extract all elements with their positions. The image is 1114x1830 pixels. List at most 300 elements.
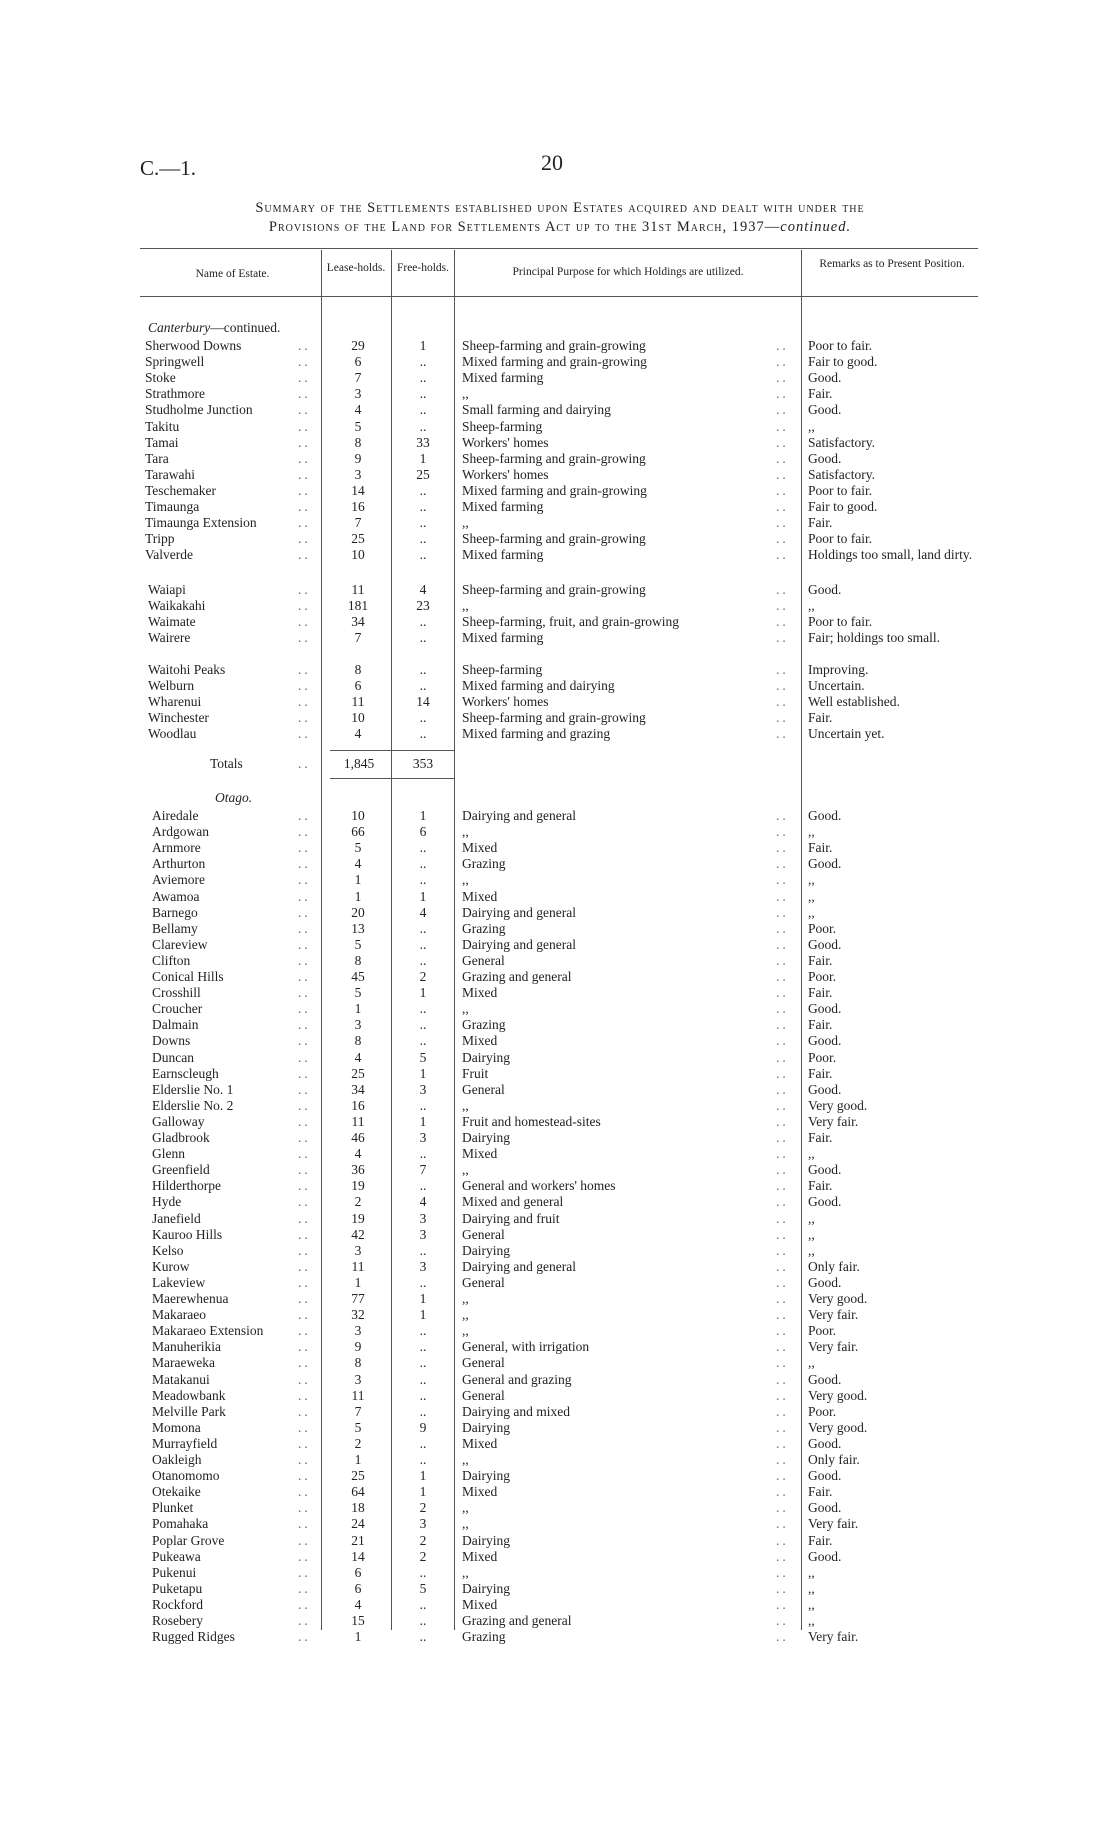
purpose-text: Grazing	[462, 856, 506, 872]
leader-dots: ..	[298, 1564, 311, 1580]
estate-name: Elderslie No. 2	[152, 1097, 234, 1113]
remarks-text: Very fair.	[808, 1307, 859, 1323]
purpose-dots: ..	[776, 1452, 789, 1467]
remarks-text: ,,	[808, 824, 815, 840]
purpose-text: Dairying	[462, 1468, 510, 1484]
leader-dots: ..	[298, 499, 311, 514]
purpose-dots: ..	[776, 1596, 789, 1612]
leaseholds-value: 19	[351, 1210, 365, 1226]
purpose-dots: ..	[776, 920, 789, 936]
freeholds-value: 33	[416, 434, 430, 450]
estate-name: Melville Park	[152, 1403, 226, 1419]
purpose-text: Dairying and mixed	[462, 1403, 570, 1419]
freeholds-value: ..	[419, 1274, 427, 1290]
leader-dots: ..	[298, 1355, 311, 1371]
leader-dots: ..	[298, 840, 311, 856]
leaseholds-value: 3	[354, 1242, 362, 1258]
leaseholds-value: 32	[351, 1307, 365, 1323]
estate-name: Otekaike	[152, 1484, 201, 1500]
purpose-dots: ..	[776, 630, 789, 646]
purpose-dots: ..	[776, 1097, 789, 1113]
leaseholds-value: 8	[354, 1033, 362, 1049]
remarks-text: Good.	[808, 1548, 842, 1564]
purpose-text: Dairying and general	[462, 1258, 576, 1274]
purpose-dots: ..	[776, 418, 789, 434]
purpose-dots: ..	[776, 434, 789, 450]
remarks-text: Only fair.	[808, 1258, 860, 1274]
purpose-dots: ..	[776, 386, 789, 402]
leaseholds-value: 42	[351, 1226, 365, 1242]
purpose-text: General	[462, 1226, 505, 1242]
remarks-text: Fair.	[808, 840, 833, 856]
leaseholds-value: 11	[351, 1387, 365, 1403]
purpose-text: Mixed farming and grain-growing	[462, 482, 647, 498]
leader-dots: ..	[298, 630, 311, 646]
leaseholds-value: 2	[354, 1194, 362, 1210]
freeholds-value: ..	[419, 662, 427, 677]
estate-name: Waitohi Peaks	[148, 662, 226, 677]
purpose-dots: ..	[776, 856, 789, 872]
freeholds-value: ..	[419, 354, 427, 370]
freeholds-value: ..	[419, 1242, 427, 1258]
leader-dots: ..	[298, 1017, 311, 1033]
remarks-text: Fair.	[808, 985, 833, 1001]
freeholds-value: ..	[419, 1371, 427, 1387]
leaseholds-value: 11	[351, 1258, 365, 1274]
leaseholds-value: 10	[351, 710, 365, 726]
freeholds-value: ..	[419, 1146, 427, 1162]
remarks-text: ,,	[808, 1210, 815, 1226]
remarks-text: Fair.	[808, 1017, 833, 1033]
remarks-text: Good.	[808, 856, 842, 872]
remarks-text: Good.	[808, 1371, 842, 1387]
freeholds-value: ..	[419, 614, 427, 630]
leader-dots: ..	[298, 678, 311, 694]
estate-name: Manuherikia	[152, 1339, 221, 1355]
purpose-dots: ..	[776, 1017, 789, 1033]
remarks-text: Good.	[808, 450, 842, 466]
freeholds-value: ..	[419, 1017, 427, 1033]
leader-dots: ..	[298, 338, 311, 353]
freeholds-value: 2	[419, 1548, 427, 1564]
freeholds-value: 1	[419, 1113, 427, 1129]
remarks-text: Good.	[808, 1162, 842, 1178]
leader-dots: ..	[298, 402, 311, 418]
estate-name: Stoke	[145, 370, 176, 386]
leaseholds-value: 1	[354, 888, 362, 904]
remarks-text: Very good.	[808, 1291, 868, 1306]
estate-name: Dalmain	[152, 1017, 199, 1033]
leaseholds-value: 29	[351, 338, 365, 353]
freeholds-value: ..	[419, 678, 427, 694]
freeholds-value: 1	[419, 1484, 427, 1500]
remarks-text: Good.	[808, 1274, 842, 1290]
freeholds-value: ..	[419, 872, 427, 888]
purpose-text: Mixed	[462, 1146, 498, 1162]
leader-dots: ..	[298, 969, 311, 984]
freeholds-value: ..	[419, 710, 427, 726]
estate-name: Takitu	[145, 418, 180, 434]
estate-name: Plunket	[152, 1500, 194, 1516]
estate-name: Gladbrook	[152, 1130, 210, 1145]
remarks-text: Fair.	[808, 1065, 833, 1081]
purpose-dots: ..	[776, 598, 789, 614]
estate-name: Hilderthorpe	[152, 1178, 221, 1194]
remarks-text: Fair.	[808, 1532, 833, 1548]
freeholds-value: 3	[419, 1130, 427, 1145]
estate-name: Elderslie No. 1	[152, 1081, 234, 1097]
estate-name: Conical Hills	[152, 969, 224, 984]
estate-name: Makaraeo	[152, 1307, 206, 1323]
freeholds-value: 23	[416, 598, 430, 614]
purpose-dots: ..	[776, 808, 789, 823]
estate-name: Sherwood Downs	[145, 338, 242, 353]
purpose-dots: ..	[776, 1146, 789, 1162]
freeholds-value: ..	[419, 840, 427, 856]
leader-dots: ..	[298, 1146, 311, 1162]
purpose-text: Dairying	[462, 1419, 510, 1435]
purpose-text: Mixed farming and grain-growing	[462, 354, 647, 370]
remarks-text: Fair.	[808, 1178, 833, 1194]
estate-name: Welburn	[148, 678, 195, 694]
estate-name: Ardgowan	[152, 824, 209, 840]
estate-name: Crosshill	[152, 985, 201, 1001]
remarks-text: Very fair.	[808, 1339, 859, 1355]
leader-dots: ..	[298, 985, 311, 1001]
leader-dots: ..	[298, 1033, 311, 1049]
purpose-text: Workers' homes	[462, 466, 549, 482]
purpose-dots: ..	[776, 1291, 789, 1306]
leaseholds-value: 2	[354, 1435, 362, 1451]
remarks-text: Good.	[808, 936, 842, 952]
freeholds-value: ..	[419, 1001, 427, 1017]
leader-dots: ..	[298, 1130, 311, 1145]
leaseholds-value: 25	[351, 1468, 365, 1484]
purpose-text: Mixed	[462, 888, 498, 904]
purpose-text: Grazing and general	[462, 969, 572, 984]
freeholds-value: 7	[419, 1162, 427, 1178]
remarks-text: Good.	[808, 1500, 842, 1516]
purpose-text: Mixed	[462, 840, 498, 856]
leader-dots: ..	[298, 582, 311, 597]
freeholds-value: ..	[419, 920, 427, 936]
purpose-text: General, with irrigation	[462, 1339, 590, 1355]
remarks-text: Poor.	[808, 1323, 837, 1339]
estate-name: Matakanui	[152, 1371, 210, 1387]
purpose-dots: ..	[776, 1178, 789, 1194]
freeholds-value: 4	[419, 1194, 427, 1210]
col-divider-3	[454, 250, 455, 1630]
freeholds-value: 1	[419, 1291, 427, 1306]
freeholds-value: 1	[419, 1065, 427, 1081]
freeholds-value: 2	[419, 1532, 427, 1548]
remarks-text: Poor to fair.	[808, 338, 873, 353]
freeholds-value: 2	[419, 1500, 427, 1516]
purpose-text: ,,	[462, 1307, 469, 1323]
remarks-text: Uncertain.	[808, 678, 865, 694]
leaseholds-value: 8	[354, 662, 362, 677]
estate-name: Glenn	[152, 1146, 185, 1162]
purpose-text: Dairying and general	[462, 904, 576, 920]
remarks-text: Poor.	[808, 1403, 837, 1419]
purpose-text: Sheep-farming	[462, 662, 543, 677]
remarks-text: Fair.	[808, 1484, 833, 1500]
leader-dots: ..	[298, 1097, 311, 1113]
estate-name: Tripp	[145, 531, 175, 547]
purpose-text: Sheep-farming and grain-growing	[462, 582, 646, 597]
purpose-dots: ..	[776, 1516, 789, 1532]
purpose-text: ,,	[462, 1001, 469, 1017]
purpose-dots: ..	[776, 726, 789, 742]
purpose-text: General	[462, 1081, 505, 1097]
leaseholds-value: 6	[354, 354, 362, 370]
remarks-text: Good.	[808, 1194, 842, 1210]
estate-name: Bellamy	[152, 920, 198, 936]
title-continued: continued.	[780, 219, 852, 235]
remarks-text: Very fair.	[808, 1629, 859, 1645]
estate-name: Meadowbank	[152, 1387, 226, 1403]
estate-name: Aviemore	[152, 872, 205, 888]
freeholds-value: 1	[419, 888, 427, 904]
leader-dots: ..	[298, 1242, 311, 1258]
title-line-2: Provisions of the Land for Settlements Act up to the 31st March, 1937—	[268, 219, 781, 235]
remarks-text: Only fair.	[808, 1452, 860, 1467]
leaseholds-value: 5	[354, 418, 362, 434]
leaseholds-value: 7	[354, 1403, 362, 1419]
canterbury-heading: Canterbury	[148, 320, 211, 335]
leader-dots: ..	[298, 1065, 311, 1081]
document-id: C.—1.	[140, 156, 197, 180]
freeholds-value: ..	[419, 386, 427, 402]
purpose-text: Grazing	[462, 920, 506, 936]
purpose-dots: ..	[776, 547, 789, 563]
purpose-dots: ..	[776, 1387, 789, 1403]
leader-dots: ..	[298, 531, 311, 547]
purpose-dots: ..	[776, 354, 789, 370]
estate-name: Springwell	[145, 354, 205, 370]
purpose-text: Mixed farming	[462, 630, 544, 646]
purpose-dots: ..	[776, 1500, 789, 1516]
leaseholds-value: 4	[354, 856, 362, 872]
leaseholds-value: 1	[354, 872, 362, 888]
remarks-text: ,,	[808, 1226, 815, 1242]
leader-dots: ..	[298, 920, 311, 936]
leader-dots: ..	[298, 1001, 311, 1017]
leader-dots: ..	[298, 1371, 311, 1387]
freeholds-value: ..	[419, 726, 427, 742]
leader-dots: ..	[298, 1226, 311, 1242]
estate-name: Studholme Junction	[145, 402, 253, 418]
purpose-dots: ..	[776, 1371, 789, 1387]
leader-dots: ..	[298, 418, 311, 434]
leaseholds-value: 25	[351, 1065, 365, 1081]
estate-name: Tara	[145, 450, 169, 466]
totals-leaseholds: 1,845	[343, 756, 375, 771]
purpose-dots: ..	[776, 840, 789, 856]
leaseholds-value: 25	[351, 531, 365, 547]
freeholds-value: ..	[419, 1435, 427, 1451]
remarks-text: ,,	[808, 418, 815, 434]
leaseholds-value: 19	[351, 1178, 365, 1194]
leader-dots: ..	[298, 482, 311, 498]
estate-name: Wharenui	[148, 694, 202, 710]
leaseholds-value: 1	[354, 1629, 362, 1645]
purpose-dots: ..	[776, 1435, 789, 1451]
purpose-text: General	[462, 1274, 505, 1290]
leaseholds-value: 20	[351, 904, 365, 920]
purpose-dots: ..	[776, 466, 789, 482]
leader-dots: ..	[298, 1500, 311, 1516]
estate-name: Oakleigh	[152, 1452, 202, 1467]
purpose-text: General and grazing	[462, 1371, 572, 1387]
remarks-text: ,,	[808, 1146, 815, 1162]
leader-dots: ..	[298, 888, 311, 904]
table-title	[120, 199, 1000, 237]
remarks-text: Poor to fair.	[808, 614, 873, 630]
header-name: Name of Estate.	[195, 268, 270, 280]
leaseholds-value: 7	[354, 515, 362, 531]
leaseholds-value: 3	[354, 1017, 362, 1033]
remarks-text: Good.	[808, 1081, 842, 1097]
freeholds-value: ..	[419, 370, 427, 386]
estate-name: Makaraeo Extension	[152, 1323, 264, 1339]
purpose-dots: ..	[776, 1113, 789, 1129]
leaseholds-value: 6	[354, 678, 362, 694]
leader-dots: ..	[298, 1435, 311, 1451]
purpose-text: Mixed farming	[462, 370, 544, 386]
purpose-text: Mixed and general	[462, 1194, 564, 1210]
freeholds-value: ..	[419, 1564, 427, 1580]
leaseholds-value: 3	[354, 1371, 362, 1387]
estate-name: Strathmore	[145, 386, 205, 402]
purpose-dots: ..	[776, 499, 789, 514]
purpose-dots: ..	[776, 531, 789, 547]
remarks-text: Very good.	[808, 1419, 868, 1435]
col-divider-2	[391, 250, 392, 1630]
purpose-text: Fruit	[462, 1065, 489, 1081]
purpose-dots: ..	[776, 1403, 789, 1419]
remarks-text: Improving.	[808, 662, 869, 677]
estate-name: Wairere	[148, 630, 191, 646]
remarks-text: Good.	[808, 582, 842, 597]
leader-dots: ..	[298, 1403, 311, 1419]
remarks-text: Poor.	[808, 1049, 837, 1065]
estate-name: Arthurton	[152, 856, 206, 872]
leader-dots: ..	[298, 450, 311, 466]
purpose-dots: ..	[776, 1258, 789, 1274]
purpose-text: General and workers' homes	[462, 1178, 616, 1194]
freeholds-value: 4	[419, 582, 427, 597]
estate-name: Pukenui	[152, 1564, 197, 1580]
estate-name: Airedale	[152, 808, 199, 823]
leader-dots: ..	[298, 824, 311, 840]
purpose-dots: ..	[776, 985, 789, 1001]
purpose-dots: ..	[776, 402, 789, 418]
remarks-text: ,,	[808, 1355, 815, 1371]
leaseholds-value: 8	[354, 434, 362, 450]
remarks-text: ,,	[808, 1613, 815, 1628]
leaseholds-value: 9	[354, 1339, 362, 1355]
header-purpose: Principal Purpose for which Holdings are utilized.	[512, 266, 744, 278]
leader-dots: ..	[298, 904, 311, 920]
totals-bottom-rule	[330, 778, 455, 779]
remarks-text: Good.	[808, 370, 842, 386]
purpose-text: Grazing	[462, 1629, 506, 1645]
freeholds-value: ..	[419, 1403, 427, 1419]
estate-name: Momona	[152, 1419, 201, 1435]
purpose-dots: ..	[776, 678, 789, 694]
leaseholds-value: 4	[354, 1049, 362, 1065]
leaseholds-value: 34	[351, 614, 365, 630]
leader-dots: ..	[298, 726, 311, 742]
leaseholds-value: 7	[354, 630, 362, 646]
remarks-text: Good.	[808, 1001, 842, 1017]
leaseholds-value: 64	[351, 1484, 365, 1500]
estate-name: Galloway	[152, 1113, 205, 1129]
purpose-text: Mixed farming and dairying	[462, 678, 615, 694]
leaseholds-value: 5	[354, 1419, 362, 1435]
freeholds-value: ..	[419, 1097, 427, 1113]
leader-dots: ..	[298, 1307, 311, 1323]
leaseholds-value: 15	[351, 1613, 365, 1628]
leaseholds-value: 66	[351, 824, 365, 840]
purpose-dots: ..	[776, 482, 789, 498]
freeholds-value: 1	[419, 985, 427, 1001]
purpose-dots: ..	[776, 1162, 789, 1178]
estate-name: Maraeweka	[152, 1355, 215, 1371]
purpose-dots: ..	[776, 614, 789, 630]
purpose-dots: ..	[776, 1242, 789, 1258]
leader-dots: ..	[298, 1484, 311, 1500]
remarks-text: Very fair.	[808, 1113, 859, 1129]
freeholds-value: ..	[419, 1387, 427, 1403]
totals-top-rule	[330, 750, 455, 751]
leader-dots: ..	[298, 466, 311, 482]
remarks-text: Satisfactory.	[808, 466, 875, 482]
freeholds-value: 1	[419, 450, 427, 466]
purpose-dots: ..	[776, 710, 789, 726]
purpose-dots: ..	[776, 904, 789, 920]
remarks-text: ,,	[808, 904, 815, 920]
purpose-text: Mixed	[462, 1484, 498, 1500]
estate-name: Kurow	[152, 1258, 190, 1274]
leaseholds-value: 4	[354, 1146, 362, 1162]
leader-dots: ..	[298, 1081, 311, 1097]
leader-dots: ..	[298, 710, 311, 726]
remarks-text: ,,	[808, 872, 815, 888]
canterbury-heading-suffix: —continued.	[210, 320, 281, 335]
freeholds-value: 3	[419, 1258, 427, 1274]
estate-name: Hyde	[152, 1194, 182, 1210]
leader-dots: ..	[298, 370, 311, 386]
title-line-1: Summary of the Settlements established upon Estates acquired and dealt with under the	[255, 200, 865, 216]
purpose-dots: ..	[776, 1001, 789, 1017]
purpose-text: Mixed	[462, 1548, 498, 1564]
purpose-dots: ..	[776, 888, 789, 904]
leaseholds-value: 14	[351, 482, 365, 498]
header-remarks: Remarks as to Present Position.	[819, 258, 965, 270]
purpose-dots: ..	[776, 1274, 789, 1290]
estate-name: Kelso	[152, 1242, 184, 1258]
leaseholds-value: 1	[354, 1274, 362, 1290]
leaseholds-value: 77	[351, 1291, 365, 1306]
leaseholds-value: 3	[354, 1323, 362, 1339]
leader-dots: ..	[298, 1291, 311, 1306]
purpose-dots: ..	[776, 1210, 789, 1226]
estate-name: Poplar Grove	[152, 1532, 225, 1548]
remarks-text: Very good.	[808, 1097, 868, 1113]
estate-name: Awamoa	[152, 888, 200, 904]
